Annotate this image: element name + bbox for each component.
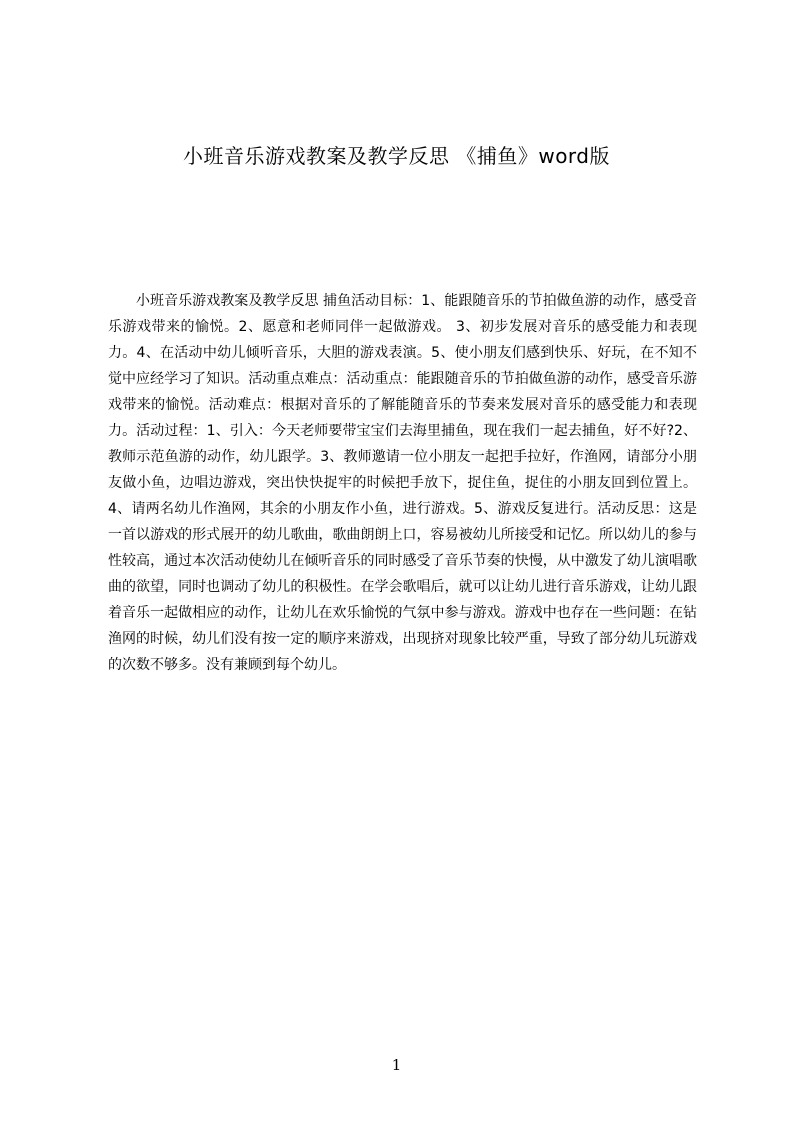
document-title: 小班音乐游戏教案及教学反思 《捕鱼》word版 (182, 144, 611, 168)
document-body-paragraph: 小班音乐游戏教案及教学反思 捕鱼活动目标：1、能跟随音乐的节拍做鱼游的动作，感受音乐游戏带来的愉悦。2、愿意和老师同伴一起做游戏。 3、初步发展对音乐的感受能力和表现力。4、在活动中幼儿倾听音乐，大胆的游戏表演。5、使小朋友们感到快乐、好玩，在不知不觉中应经学习了知识。活动重点难点：活动重点：能跟随音乐的节拍做鱼游的动作，感受音乐游戏带来的愉悦。活动难点：根据对音乐的了解能随音乐的节奏来发展对音乐的感受能力和表现力。活动过程：1、引入：今天老师要带宝宝们去海里捕鱼，现在我们一起去捕鱼，好不好?2、教师示范鱼游的动作，幼儿跟学。3、教师邀请一位小朋友一起把手拉好，作渔网，请部分小朋友做小鱼，边唱边游戏，突出快快捉牢的时候把手放下，捉住鱼，捉住的小朋友回到位置上。4、请两名幼儿作渔网，其余的小朋友作小鱼，进行游戏。5、游戏反复进行。活动反思：这是一首以游戏的形式展开的幼儿歌曲，歌曲朗朗上口，容易被幼儿所接受和记忆。所以幼儿的参与性较高，通过本次活动使幼儿在倾听音乐的同时感受了音乐节奏的快慢，从中激发了幼儿演唱歌曲的欲望，同时也调动了幼儿的积极性。在学会歌唱后，就可以让幼儿进行音乐游戏，让幼儿跟着音乐一起做相应的动作，让幼儿在欢乐愉悦的气氛中参与游戏。游戏中也存在一些问题：在钻渔网的时候，幼儿们没有按一定的顺序来游戏，出现挤对现象比较严重，导致了部分幼儿玩游戏的次数不够多。没有兼顾到每个幼儿。 (108, 293, 697, 673)
page-number: 1 (391, 1056, 402, 1074)
